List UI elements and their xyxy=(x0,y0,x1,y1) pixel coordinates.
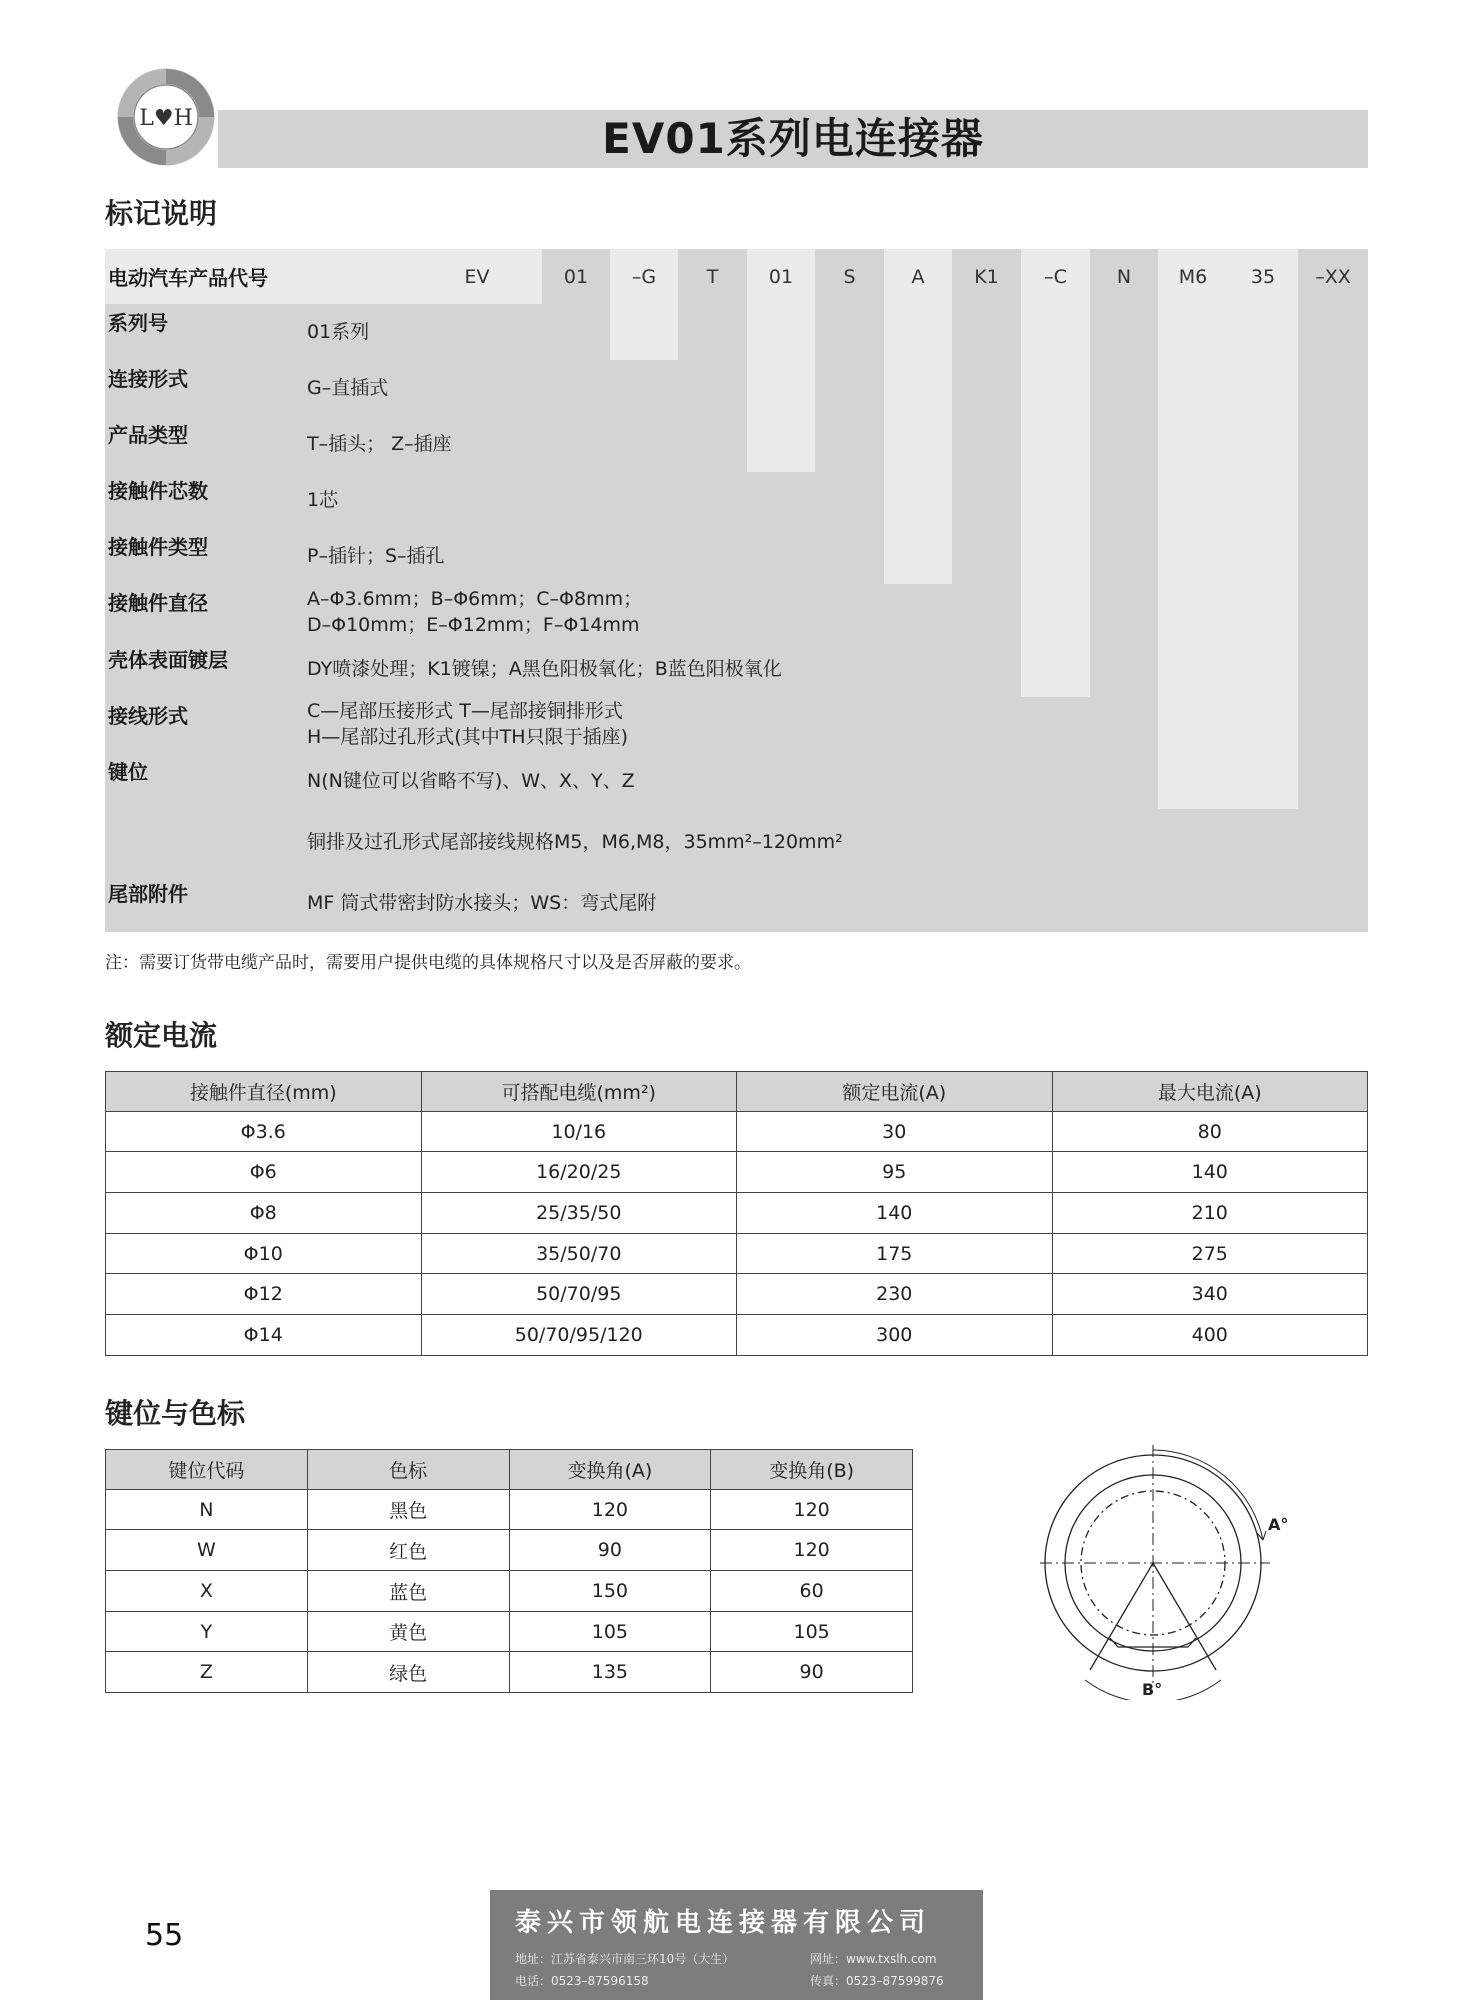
code-segment: –C xyxy=(1044,266,1067,288)
row-label: 尾部附件 xyxy=(108,882,188,906)
table-cell: 120 xyxy=(711,1530,913,1571)
table-cell: 400 xyxy=(1052,1315,1368,1356)
table-cell: 230 xyxy=(737,1274,1053,1315)
table-cell: 300 xyxy=(737,1315,1053,1356)
designation-block xyxy=(1298,249,1368,876)
company-footer xyxy=(490,1890,983,2000)
row-label: 连接形式 xyxy=(108,367,188,391)
column-header: 色标 xyxy=(307,1450,509,1490)
table-row xyxy=(106,1274,1368,1315)
company-website: 网址：www.txslh.com xyxy=(810,1952,937,1966)
table-cell: W xyxy=(106,1530,308,1571)
page-number: 55 xyxy=(145,1918,184,1953)
table-cell: 黄色 xyxy=(307,1612,509,1652)
row-value: A–Φ3.6mm；B–Φ6mm；C–Φ8mm； xyxy=(307,588,643,610)
table-row xyxy=(106,1530,913,1571)
rated-current-heading: 额定电流 xyxy=(105,1019,218,1052)
table-cell: 80 xyxy=(1052,1112,1368,1152)
company-logo xyxy=(115,66,217,168)
table-cell: 120 xyxy=(711,1490,913,1530)
keying-heading: 键位与色标 xyxy=(105,1397,246,1430)
designation-block xyxy=(105,360,678,416)
code-segment: 35 xyxy=(1250,266,1276,288)
column-header: 最大电流(A) xyxy=(1052,1072,1368,1112)
table-cell: 35/50/70 xyxy=(421,1234,737,1274)
code-segment: 01 xyxy=(768,266,794,288)
table-cell: 30 xyxy=(737,1112,1053,1152)
table-cell: 105 xyxy=(509,1612,711,1652)
table-cell: Y xyxy=(106,1612,308,1652)
designation-block xyxy=(1090,249,1158,753)
code-segment: A xyxy=(911,266,925,288)
keying-table xyxy=(105,1449,913,1693)
column-header: 键位代码 xyxy=(106,1450,308,1490)
code-segment: K1 xyxy=(974,266,999,288)
row-value: P–插针；S–插孔 xyxy=(307,545,445,567)
table-cell: N xyxy=(106,1490,308,1530)
table-cell: 150 xyxy=(509,1571,711,1612)
code-segment: –G xyxy=(631,266,657,288)
designation-block xyxy=(952,249,1021,641)
code-segment: –XX xyxy=(1315,266,1351,288)
table-row xyxy=(106,1152,1368,1193)
code-segment: N xyxy=(1116,266,1132,288)
svg-text:L♥H: L♥H xyxy=(139,106,193,131)
row-value: 铜排及过孔形式尾部接线规格M5，M6,M8，35mm²–120mm² xyxy=(307,831,843,853)
table-cell: 120 xyxy=(509,1490,711,1530)
table-cell: 90 xyxy=(509,1530,711,1571)
table-row xyxy=(106,1234,1368,1274)
table-row xyxy=(106,1571,913,1612)
table-cell: Φ3.6 xyxy=(106,1112,422,1152)
table-cell: 红色 xyxy=(307,1530,509,1571)
row-label: 接触件直径 xyxy=(108,591,208,615)
table-cell: 25/35/50 xyxy=(421,1193,737,1234)
company-address: 地址：江苏省泰兴市南三环10号（大生） xyxy=(515,1952,735,1966)
row-value: T–插头； Z–插座 xyxy=(307,433,452,455)
table-cell: Φ10 xyxy=(106,1234,422,1274)
table-row xyxy=(106,1112,1368,1152)
row-label: 系列号 xyxy=(108,311,168,335)
table-cell: 50/70/95 xyxy=(421,1274,737,1315)
table-cell: 50/70/95/120 xyxy=(421,1315,737,1356)
table-cell: 275 xyxy=(1052,1234,1368,1274)
table-cell: Z xyxy=(106,1652,308,1693)
table-cell: 210 xyxy=(1052,1193,1368,1234)
order-note: 注：需要订货带电缆产品时，需要用户提供电缆的具体规格尺寸以及是否屏蔽的要求。 xyxy=(105,953,751,973)
code-segment: 01 xyxy=(563,266,589,288)
company-fax: 传真：0523–87599876 xyxy=(810,1974,944,1988)
column-header: 接触件直径(mm) xyxy=(106,1072,422,1112)
table-row xyxy=(106,1193,1368,1234)
row-label: 产品类型 xyxy=(108,423,188,447)
table-cell: 16/20/25 xyxy=(421,1152,737,1193)
table-cell: 60 xyxy=(711,1571,913,1612)
row-value: G–直插式 xyxy=(307,377,389,399)
table-row xyxy=(106,1490,913,1530)
row-value: 1芯 xyxy=(307,489,339,511)
column-header: 变换角(A) xyxy=(509,1450,711,1490)
column-header: 额定电流(A) xyxy=(737,1072,1053,1112)
table-cell: 135 xyxy=(509,1652,711,1693)
table-row xyxy=(106,1315,1368,1356)
table-cell: 95 xyxy=(737,1152,1053,1193)
designation-block xyxy=(105,472,815,528)
table-cell: 340 xyxy=(1052,1274,1368,1315)
rated-current-table xyxy=(105,1071,1368,1356)
table-cell: 105 xyxy=(711,1612,913,1652)
company-phone: 电话：0523–87596158 xyxy=(515,1974,649,1988)
column-header: 变换角(B) xyxy=(711,1450,913,1490)
table-row xyxy=(106,1652,913,1693)
table-cell: 140 xyxy=(1052,1152,1368,1193)
table-cell: Φ14 xyxy=(106,1315,422,1356)
designation-heading: 标记说明 xyxy=(105,197,218,230)
designation-block xyxy=(105,876,1368,932)
table-row xyxy=(106,1612,913,1652)
keying-angle-diagram xyxy=(1030,1425,1320,1700)
code-segment: EV xyxy=(464,266,490,288)
row-label: 壳体表面镀层 xyxy=(108,648,228,672)
code-segment: M6 xyxy=(1178,266,1208,288)
row-value: N(N键位可以省略不写)、W、X、Y、Z xyxy=(307,770,635,792)
row-value: H—尾部过孔形式(其中TH只限于插座) xyxy=(307,726,629,748)
row-value: D–Φ10mm；E–Φ12mm；F–Φ14mm xyxy=(307,614,640,636)
designation-block xyxy=(1158,249,1298,809)
column-header: 可搭配电缆(mm²) xyxy=(421,1072,737,1112)
row-label: 键位 xyxy=(108,760,148,784)
row-label: 接触件芯数 xyxy=(108,479,208,503)
product-code-label: 电动汽车产品代号 xyxy=(108,266,268,290)
table-cell: Φ12 xyxy=(106,1274,422,1315)
table-cell: 175 xyxy=(737,1234,1053,1274)
table-cell: Φ8 xyxy=(106,1193,422,1234)
angle-a-label: A° xyxy=(1268,1515,1289,1534)
table-cell: X xyxy=(106,1571,308,1612)
designation-block xyxy=(1021,249,1090,697)
table-cell: 蓝色 xyxy=(307,1571,509,1612)
row-label: 接线形式 xyxy=(108,704,188,728)
table-cell: 90 xyxy=(711,1652,913,1693)
page-title: EV01系列电连接器 xyxy=(602,114,984,163)
table-cell: 140 xyxy=(737,1193,1053,1234)
table-cell: 10/16 xyxy=(421,1112,737,1152)
angle-b-label: B° xyxy=(1142,1680,1163,1699)
row-value: MF 筒式带密封防水接头；WS：弯式尾附 xyxy=(307,892,657,914)
row-value: 01系列 xyxy=(307,321,370,343)
row-value: C—尾部压接形式 T—尾部接铜排形式 xyxy=(307,700,623,722)
row-value: DY喷漆处理；K1镀镍；A黑色阳极氧化；B蓝色阳极氧化 xyxy=(307,658,782,680)
code-segment: T xyxy=(706,266,719,288)
table-cell: 黑色 xyxy=(307,1490,509,1530)
code-segment: S xyxy=(843,266,856,288)
table-cell: 绿色 xyxy=(307,1652,509,1693)
table-cell: Φ6 xyxy=(106,1152,422,1193)
company-name: 泰兴市领航电连接器有限公司 xyxy=(515,1908,932,1938)
designation-block xyxy=(105,528,884,584)
row-label: 接触件类型 xyxy=(108,535,208,559)
designation-block xyxy=(884,249,952,584)
